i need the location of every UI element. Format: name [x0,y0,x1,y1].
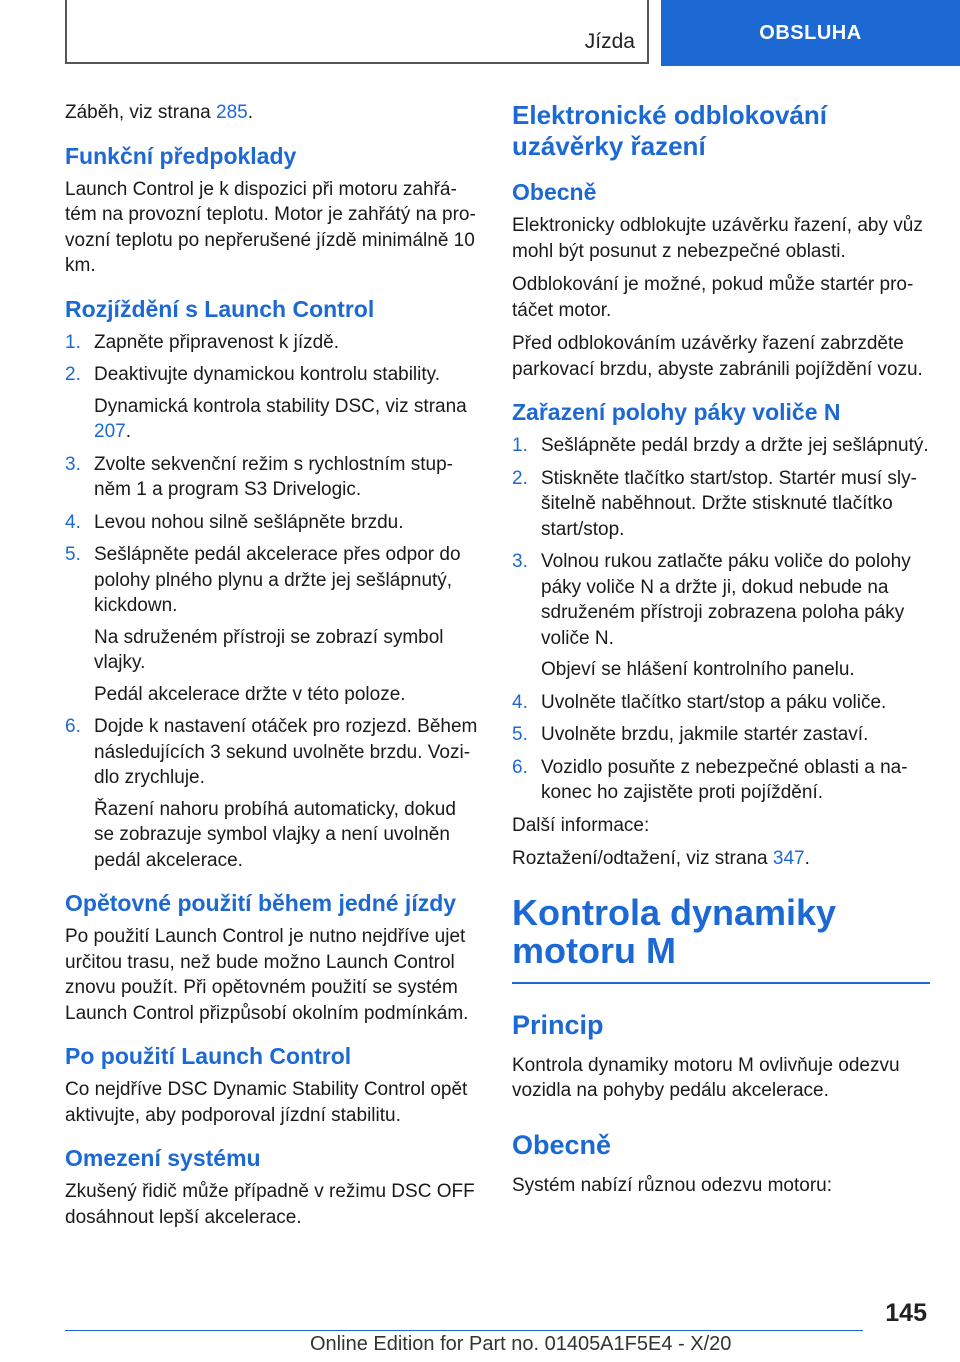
more-info-ref: Roztažení/odtažení, viz strana [512,848,773,869]
step-text: Sešlápněte pedál akcelerace přes odpor do polohy plného plynu a držte jej sešlápnutý, kickdown. [94,544,461,616]
step-text: Stiskněte tlačítko start/stop. Startér musí slyšitelně naběhnout. Držte stisknuté tlačítko start/stop. [541,467,917,540]
unlock-p3: Před odblokováním uzávěrky řazení zabrzděte parkovací brzdu, abyste zabránili pojíždění vozu. [512,333,923,380]
footer-edition: Online Edition for Part no. 01405A1F5E4 - X/20 [310,1333,732,1355]
more-info-end: . [804,848,810,869]
step-number: 2. [512,467,528,489]
intro-end: . [247,102,254,123]
list-item [65,714,480,873]
step-text: Uvolněte tlačítko start/stop a páku voliče. [541,691,887,713]
step-number: 5. [65,544,81,565]
step-number: 6. [65,716,81,737]
step-note: Pedál akcelerace držte v této poloze. [94,683,406,705]
step-number: 3. [512,551,528,572]
after-heading: Po použití Launch Control [65,1043,352,1069]
list-item [65,362,480,445]
step-number: 4. [512,691,528,713]
page-link-207[interactable]: 207 [94,421,126,442]
prereq-heading: Funkční předpoklady [65,142,297,169]
start-steps-list [65,330,480,874]
list-item [512,755,930,806]
neutral-heading: Zařazení polohy páky voliče N [512,399,841,425]
reuse-text: Po použití Launch Control je nutno nejdříve ujet určitou trasu, než bude možno Launch Control znovu použít. Při opětovném použití se systém Launch Control přizpůsobí okolním podmínkám. [65,926,469,1024]
more-info-text [512,846,930,872]
list-item [65,330,480,356]
list-item [65,542,480,707]
right-column [512,100,930,1206]
list-item [512,690,930,716]
page-link-285[interactable]: 285 [216,102,248,123]
step-number: 4. [65,511,81,533]
step-number: 5. [512,724,528,745]
step-number: 1. [65,331,81,353]
left-column [65,100,480,1238]
note-text: Dynamická kontrola stability DSC, viz strana [94,395,467,417]
page-header [0,0,960,66]
dynamics-heading: Kontrola dynamiky motoru M [512,894,930,984]
step-number: 2. [65,364,81,385]
more-info-label: Další informace: [512,814,650,836]
chapter-tab[interactable]: OBSLUHA [661,0,960,66]
step-text: Volnou rukou zatlačte páku voliče do polohy páky voliče N a držte ji, dokud nebude na sdruženém přístroji zobrazena poloha páky voliče N. [541,551,911,649]
step-text: Zapněte připravenost k jízdě. [94,331,340,353]
header-section-box [65,0,649,64]
unlock-general-heading: Obecně [512,179,597,205]
footer-divider [65,1330,863,1331]
step-number: 3. [65,453,81,475]
step-text: Levou nohou silně sešlápněte brzdu. [94,511,404,533]
list-item [512,433,930,459]
step-text: Dojde k nastavení otáček pro rozjezd. Během následujících 3 sekund uvolněte brzdu. Vozidlo zrychluje. [94,716,478,788]
step-text: Vozidlo posuňte z nebezpečné oblasti a nakonec ho zajistěte proti pojíždění. [541,756,908,803]
list-item [512,466,930,543]
step-note: Řazení nahoru probíhá automaticky, dokud se zobrazuje symbol vlajky a není uvolněn pedál akcelerace. [94,798,456,871]
start-heading: Rozjíždění s Launch Control [65,295,375,322]
list-item [512,549,930,683]
page-link-347[interactable]: 347 [772,848,805,869]
principle-heading: Princip [512,1009,604,1040]
dynamics-general-heading: Obecně [512,1129,612,1160]
note-end: . [125,421,131,442]
unlock-p2: Odblokování je možné, pokud může startér protáčet motor. [512,274,914,321]
intro-text: Záběh, viz strana [65,102,217,123]
step-text: Uvolněte brzdu, jakmile startér zastaví. [541,724,869,745]
limits-text: Zkušený řidič může případně v režimu DSC OFF dosáhnout lepší akcelerace. [65,1181,475,1228]
principle-text: Kontrola dynamiky motoru M ovlivňuje odezvu vozidla na pohyby pedálu akcelerace. [512,1054,900,1101]
dynamics-general-text: Systém nabízí různou odezvu motoru: [512,1174,832,1196]
step-text: Deaktivujte dynamickou kontrolu stability. [94,364,441,385]
unlock-p1: Elektronicky odblokujte uzávěrku řazení, aby vůz mohl být posunut z nebezpečné oblasti. [512,215,923,262]
prereq-text: Launch Control je k dispozici při motoru zahřátém na provozní teplotu. Motor je zahřátý na provozní teplotu po nepřerušené jízdě minimálně 10 km. [65,178,476,276]
page-number: 145 [885,1299,927,1327]
after-text: Co nejdříve DSC Dynamic Stability Control opět aktivujte, aby podporoval jízdní stabilitu. [65,1079,468,1126]
limits-heading: Omezení systému [65,1145,261,1171]
step-number: 1. [512,435,528,456]
intro-paragraph [65,100,480,126]
section-label: Jízda [584,30,635,53]
list-item [512,722,930,748]
step-note [94,394,480,445]
neutral-steps-list [512,433,930,806]
step-number: 6. [512,756,528,778]
list-item [65,452,480,503]
list-item [65,510,480,536]
step-note: Na sdruženém přístroji se zobrazí symbol vlajky. [94,626,444,673]
unlock-heading: Elektronické odblokování uzávěrky řazení [512,100,827,161]
reuse-heading: Opětovné použití během jedné jízdy [65,890,457,916]
step-text: Zvolte sekvenční režim s rychlostním stupněm 1 a program S3 Drivelogic. [94,453,453,500]
step-note: Objeví se hlášení kontrolního panelu. [541,659,855,680]
step-text: Sešlápněte pedál brzdy a držte jej sešlápnutý. [541,435,929,456]
